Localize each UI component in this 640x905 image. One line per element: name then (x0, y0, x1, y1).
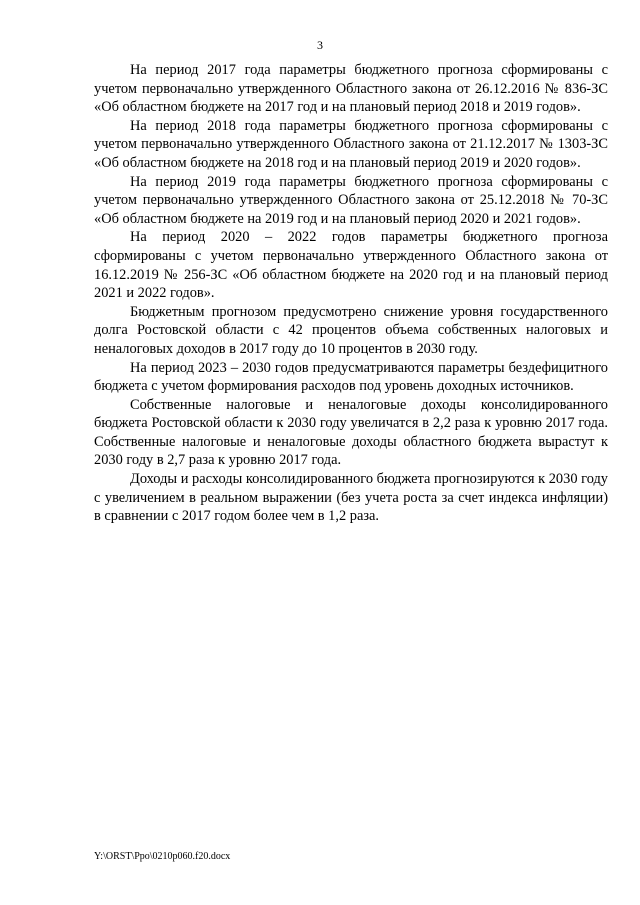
page-number: 3 (317, 38, 323, 52)
paragraph-deficit-free: На период 2023 – 2030 годов предусматриваются параметры бездефицитного бюджета с учетом формирования расходов под уровень доходных источников. (94, 359, 608, 395)
paragraph-budget-2017: На период 2017 года параметры бюджетного прогноза сформированы с учетом первоначально утвержденного Областного закона от 26.12.2016 № 836-ЗС «Об областном бюджете на 2017 год и на плановый период 2018 и 2019 годов». (94, 62, 608, 116)
paragraph-consolidated-budget: Доходы и расходы консолидированного бюджета прогнозируются к 2030 году с увеличением в реальном выражении (без учета роста за счет индекса инфляции) в сравнении с 2017 годом более чем в 1,2 раза. (94, 471, 608, 525)
paragraph-state-debt: Бюджетным прогнозом предусмотрено снижение уровня государственного долга Ростовской области с 42 процентов объема собственных налоговых и неналоговых доходов в 2017 году до 10 процентов в 2030 году. (94, 303, 608, 357)
paragraph-budget-2018: На период 2018 года параметры бюджетного прогноза сформированы с учетом первоначально утвержденного Областного закона от 21.12.2017 № 1303-ЗС «Об областном бюджете на 2018 год и на плановый период 2019 и 2020 годов». (94, 117, 608, 171)
paragraph-budget-2020-2022: На период 2020 – 2022 годов параметры бюджетного прогноза сформированы с учетом первоначально утвержденного Областного закона от 16.12.2019 № 256-ЗС «Об областном бюджете на 2020 год и на плановый период 2021 и 2022 годов». (94, 229, 608, 302)
footer-file-path: Y:\ORST\Ppo\0210p060.f20.docx (94, 851, 231, 862)
document-body (94, 61, 608, 526)
paragraph-own-revenues: Собственные налоговые и неналоговые доходы консолидированного бюджета Ростовской области к 2030 году увеличатся в 2,2 раза к уровню 2017 года. Собственные налоговые и неналоговые доходы областного бюджета вырастут к 2030 году в 2,7 раза к уровню 2017 года. (94, 396, 608, 469)
paragraph-budget-2019: На период 2019 года параметры бюджетного прогноза сформированы с учетом первоначально утвержденного Областного закона от 25.12.2018 № 70-ЗС «Об областном бюджете на 2019 год и на плановый период 2020 и 2021 годов». (94, 173, 608, 227)
